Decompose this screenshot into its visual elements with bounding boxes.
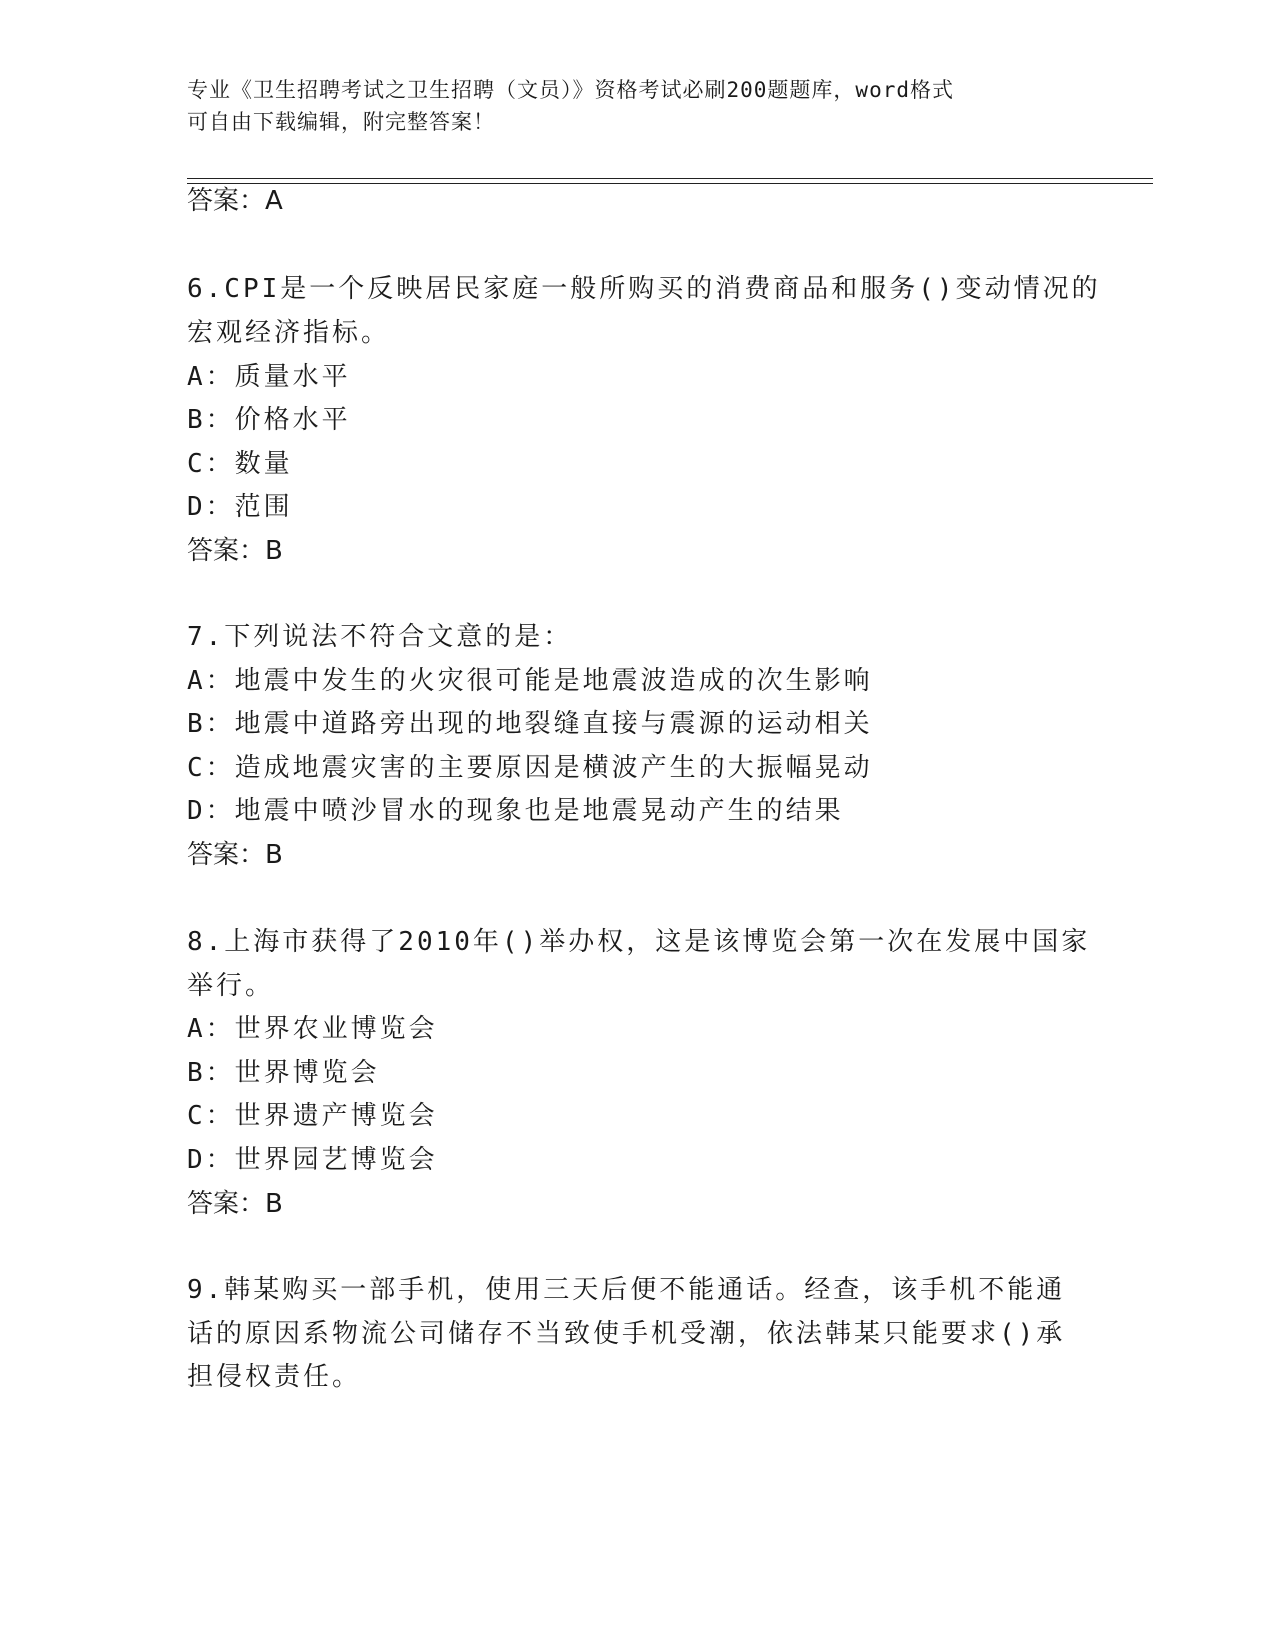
option-c: C：数量 bbox=[187, 449, 293, 479]
header-divider-top bbox=[187, 178, 1153, 179]
answer-line: 答案：B bbox=[187, 536, 283, 566]
question-stem: 举行。 bbox=[187, 971, 275, 1001]
option-b: B：世界博览会 bbox=[187, 1058, 380, 1088]
option-d: D：世界园艺博览会 bbox=[187, 1145, 438, 1175]
question-stem: 7.下列说法不符合文意的是： bbox=[187, 622, 573, 652]
header-line-1: 专业《卫生招聘考试之卫生招聘（文员）》资格考试必刷200题题库，word格式 bbox=[187, 78, 954, 102]
option-a: A：质量水平 bbox=[187, 362, 351, 392]
option-b: B：地震中道路旁出现的地裂缝直接与震源的运动相关 bbox=[187, 709, 873, 739]
option-d: D：范围 bbox=[187, 492, 293, 522]
header-divider-bottom bbox=[187, 183, 1153, 184]
option-c: C：造成地震灾害的主要原因是横波产生的大振幅晃动 bbox=[187, 753, 873, 783]
question-stem: 8.上海市获得了2010年()举办权，这是该博览会第一次在发展中国家 bbox=[187, 927, 1091, 957]
document-header bbox=[187, 74, 1067, 138]
question-stem: 担侵权责任。 bbox=[187, 1362, 362, 1392]
question-stem: 6.CPI是一个反映居民家庭一般所购买的消费商品和服务()变动情况的 bbox=[187, 274, 1101, 304]
option-a: A：地震中发生的火灾很可能是地震波造成的次生影响 bbox=[187, 666, 873, 696]
question-stem: 9.韩某购买一部手机，使用三天后便不能通话。经查，该手机不能通 bbox=[187, 1275, 1066, 1305]
answer-line: 答案：B bbox=[187, 840, 283, 870]
answer-line: 答案：B bbox=[187, 1189, 283, 1219]
header-line-2: 可自由下载编辑，附完整答案！ bbox=[187, 110, 495, 134]
option-d: D：地震中喷沙冒水的现象也是地震晃动产生的结果 bbox=[187, 796, 844, 826]
option-a: A：世界农业博览会 bbox=[187, 1014, 438, 1044]
option-c: C：世界遗产博览会 bbox=[187, 1101, 438, 1131]
option-b: B：价格水平 bbox=[187, 405, 351, 435]
answer-line: 答案：A bbox=[187, 186, 283, 216]
question-stem: 宏观经济指标。 bbox=[187, 318, 391, 348]
question-stem: 话的原因系物流公司储存不当致使手机受潮，依法韩某只能要求()承 bbox=[187, 1319, 1066, 1349]
